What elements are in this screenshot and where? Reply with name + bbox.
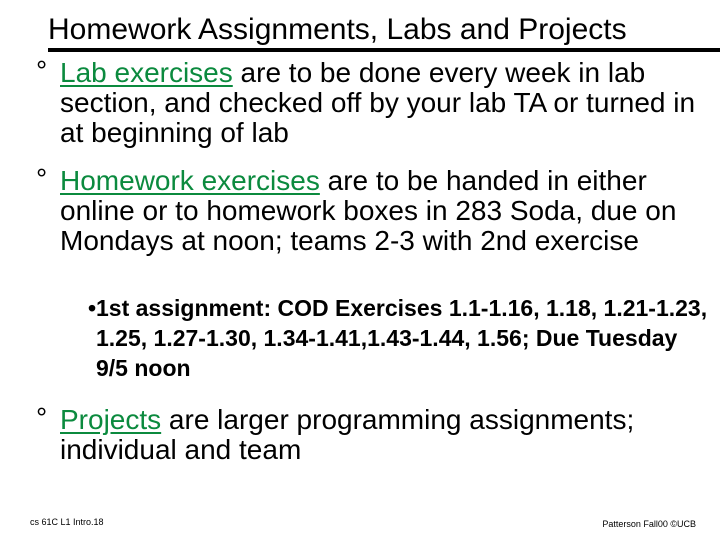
bullet-text: are to be handed in either online or to homework boxes in 283 Soda, due on Mondays at noon; teams 2-3 with 2nd exercise [60, 165, 677, 256]
sub-bullet-marker: • [88, 295, 97, 321]
bullet-marker: ° [36, 402, 48, 433]
bullet-marker: ° [36, 163, 48, 194]
footer-copyright: Patterson Fall00 ©UCB [602, 519, 696, 529]
bullet-homework-exercises [36, 163, 706, 256]
bullet-projects [36, 402, 706, 465]
bullet-highlight-projects: Projects [60, 404, 162, 435]
bullet-text: are larger programming assignments; individual and team [60, 404, 635, 465]
bullet-highlight-lab-exercises: Lab exercises [60, 57, 233, 88]
bullet-text: are to be done every week in lab section, and checked off by your lab TA or turned in at beginning of lab [60, 57, 696, 148]
bullet-lab-exercises [36, 55, 706, 148]
sub-bullet-first-assignment [88, 293, 713, 383]
footer-course-label: cs 61C L1 Intro.18 [30, 517, 104, 527]
sub-bullet-text: 1st assignment: COD Exercises 1.1-1.16, 1.18, 1.21-1.23, 1.25, 1.27-1.30, 1.34-1.41,1.43-1.44, 1.56; Due Tuesday 9/5 noon [96, 295, 708, 381]
bullet-marker: ° [36, 55, 48, 86]
bullet-highlight-homework-exercises: Homework exercises [60, 165, 320, 196]
slide-title: Homework Assignments, Labs and Projects [48, 13, 720, 52]
